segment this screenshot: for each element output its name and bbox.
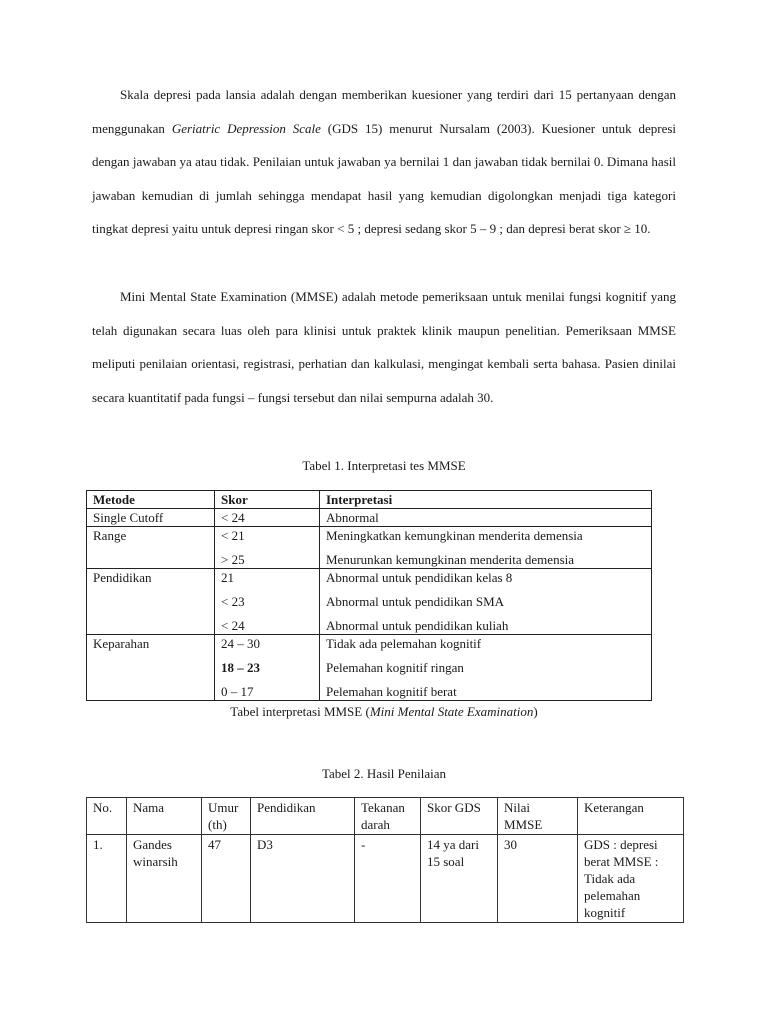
table-row: Keparahan 24 – 30 Tidak ada pelemahan kognitif bbox=[87, 635, 652, 653]
table-row: 1. Gandes winarsih 47 D3 - 14 ya dari 15 soal 30 GDS : depresi berat MMSE : Tidak ada pelemahan kognitif bbox=[87, 835, 684, 923]
table2-header-umur: Umur (th) bbox=[202, 798, 251, 835]
table2-header-pendidikan: Pendidikan bbox=[251, 798, 355, 835]
table2-header-gds: Skor GDS bbox=[421, 798, 498, 835]
table-hasil-penilaian bbox=[86, 797, 684, 923]
table1-caption: Tabel 1. Interpretasi tes MMSE bbox=[302, 458, 466, 473]
table1-header-skor: Skor bbox=[215, 491, 320, 509]
bold-score: 18 – 23 bbox=[221, 660, 260, 675]
table1-header-interpretasi: Interpretasi bbox=[320, 491, 652, 509]
table2-header-nama: Nama bbox=[127, 798, 202, 835]
paragraph-gds-text-a: Skala depresi pada lansia adalah dengan memberikan kuesioner yang terdiri dari 15 pertanyaan dengan menggunakan bbox=[92, 87, 676, 136]
table2-header-mmse: Nilai MMSE bbox=[498, 798, 578, 835]
table-row: Pendidikan 21 Abnormal untuk pendidikan kelas 8 bbox=[87, 569, 652, 587]
paragraph-gds-italic: Geriatric Depression Scale bbox=[171, 120, 321, 136]
table2-header-row bbox=[87, 798, 684, 835]
table1-footnote: Tabel interpretasi MMSE (Mini Mental State Examination) bbox=[230, 704, 538, 719]
table1-header-metode: Metode bbox=[87, 491, 215, 509]
table2-header-no: No. bbox=[87, 798, 127, 835]
table2-header-keterangan: Keterangan bbox=[578, 798, 684, 835]
table2-header-tekanan: Tekanan darah bbox=[355, 798, 421, 835]
paragraph-gds-text-b: (GDS 15) menurut Nursalam (2003). Kuesioner untuk depresi dengan jawaban ya atau tidak. Penilaian untuk jawaban ya bernilai 1 dan jawaban tidak bernilai 0. Dimana hasil jawaban kemudian di jumlah sehingga mendapat hasil yang kemudian digolongkan menjadi tiga kategori tingkat depresi yaitu untuk depresi ringan skor < 5 ; depresi sedang skor 5 – 9 ; dan depresi berat skor ≥ 10. bbox=[92, 120, 677, 237]
table-row: Range < 21 Meningkatkan kemungkinan menderita demensia bbox=[87, 527, 652, 545]
paragraph-gds bbox=[92, 78, 676, 246]
table-mmse-interpretation bbox=[86, 490, 652, 701]
paragraph-mmse: Mini Mental State Examination (MMSE) adalah metode pemeriksaan untuk menilai fungsi kognitif yang telah digunakan secara luas oleh para klinisi untuk praktek klinik maupun penelitian. Pemeriksaan MMSE meliputi penilaian orientasi, registrasi, perhatian dan kalkulasi, mengingat kembali serta bahasa. Pasien dinilai secara kuantitatif pada fungsi – fungsi tersebut dan nilai sempurna adalah 30. bbox=[92, 289, 676, 405]
table-row: < 23 Abnormal untuk pendidikan SMA bbox=[87, 586, 652, 610]
table-row: Single Cutoff < 24 Abnormal bbox=[87, 509, 652, 527]
table-row: > 25 Menurunkan kemungkinan menderita demensia bbox=[87, 544, 652, 569]
table-row: 0 – 17 Pelemahan kognitif berat bbox=[87, 676, 652, 701]
table-row: 18 – 23 Pelemahan kognitif ringan bbox=[87, 652, 652, 676]
table2-caption: Tabel 2. Hasil Penilaian bbox=[321, 766, 446, 781]
table-row: < 24 Abnormal untuk pendidikan kuliah bbox=[87, 610, 652, 635]
